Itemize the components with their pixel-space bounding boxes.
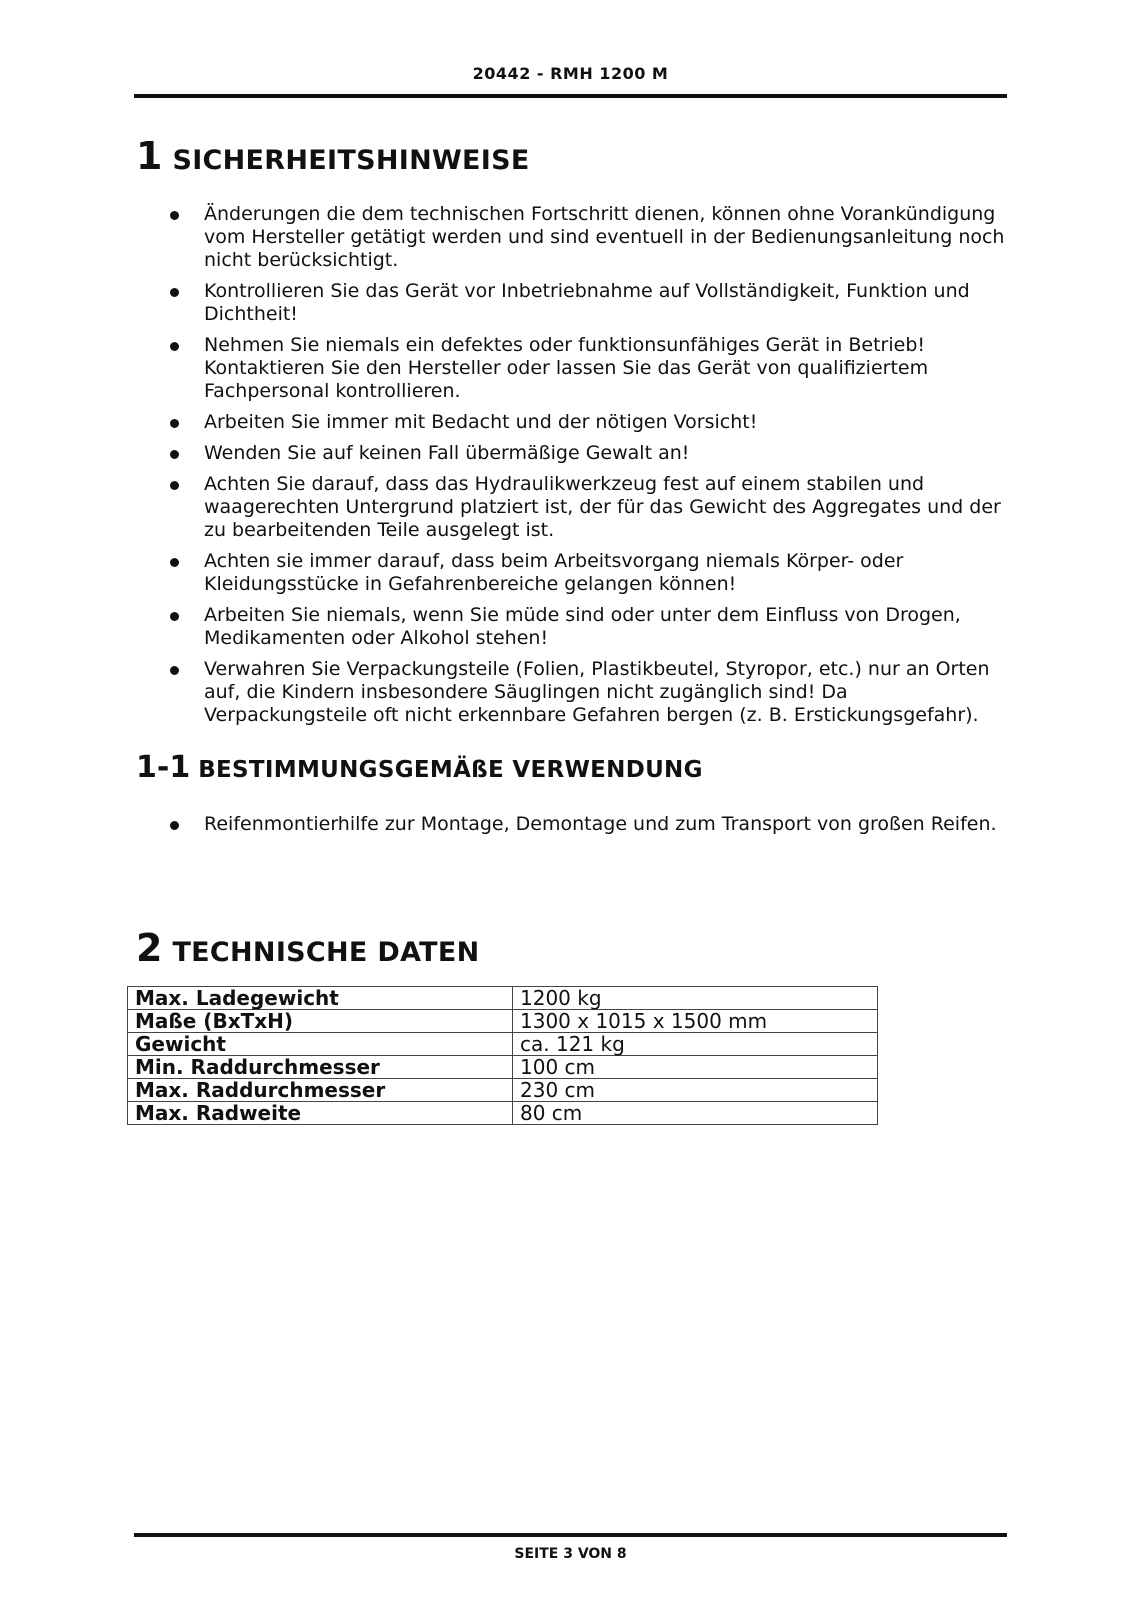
table-row: [128, 1102, 878, 1125]
bullet-icon: [170, 558, 179, 567]
list-item: [168, 334, 1008, 403]
list-item-text: Kontrollieren Sie das Gerät vor Inbetriebnahme auf Vollständigkeit, Funktion und Dichtheit!: [204, 280, 970, 325]
bullet-icon: [170, 342, 179, 351]
bullet-icon: [170, 288, 179, 297]
spec-value: 1300 x 1015 x 1500 mm: [513, 1010, 878, 1033]
list-item-text: Verwahren Sie Verpackungsteile (Folien, Plastikbeutel, Styropor, etc.) nur an Orten auf, die Kindern insbesondere Säuglingen nicht zugänglich sind! Da Verpackungsteile oft nicht erkennbare Gefahren bergen (z. B. Erstickungsgefahr).: [204, 658, 990, 726]
list-item: [168, 550, 1008, 596]
section-1-1-title: BESTIMMUNGSGEMÄßE VERWENDUNG: [198, 757, 703, 783]
list-item-text: Achten sie immer darauf, dass beim Arbeitsvorgang niemals Körper- oder Kleidungsstücke in Gefahrenbereiche gelangen können!: [204, 550, 904, 595]
list-item: [168, 658, 1008, 727]
spec-label: Min. Raddurchmesser: [128, 1056, 513, 1079]
section-2-title: TECHNISCHE DATEN: [172, 937, 480, 968]
bullet-icon: [170, 211, 179, 220]
bullet-icon: [170, 419, 179, 428]
spec-value: 1200 kg: [513, 987, 878, 1010]
list-item: [168, 604, 1008, 650]
table-row: [128, 987, 878, 1010]
spec-value: ca. 121 kg: [513, 1033, 878, 1056]
section-1-title: SICHERHEITSHINWEISE: [172, 145, 530, 176]
bullet-icon: [170, 450, 179, 459]
table-row: [128, 1056, 878, 1079]
section-1-heading: [136, 134, 530, 178]
spec-label: Maße (BxTxH): [128, 1010, 513, 1033]
list-item: [168, 411, 1008, 434]
page-header: 20442 - RMH 1200 M: [472, 64, 669, 83]
list-item: [168, 280, 1008, 326]
spec-value: 230 cm: [513, 1079, 878, 1102]
bullet-icon: [170, 481, 179, 490]
list-item: [168, 813, 1008, 836]
spec-label: Max. Raddurchmesser: [128, 1079, 513, 1102]
list-item-text: Wenden Sie auf keinen Fall übermäßige Gewalt an!: [204, 442, 690, 464]
spec-value: 100 cm: [513, 1056, 878, 1079]
section-1-1-heading: [136, 750, 703, 785]
list-item-text: Nehmen Sie niemals ein defektes oder funktionsunfähiges Gerät in Betrieb! Kontaktieren Sie den Hersteller oder lassen Sie das Gerät von qualifiziertem Fachpersonal kontrollieren.: [204, 334, 929, 402]
list-item: [168, 442, 1008, 465]
section-1-number: 1: [136, 134, 163, 178]
table-row: [128, 1079, 878, 1102]
specs-table: [127, 986, 878, 1125]
section-2-number: 2: [136, 926, 163, 970]
list-item-text: Reifenmontierhilfe zur Montage, Demontage und zum Transport von großen Reifen.: [204, 813, 997, 835]
list-item-text: Arbeiten Sie immer mit Bedacht und der nötigen Vorsicht!: [204, 411, 758, 433]
list-item: [168, 203, 1008, 272]
footer-rule: [134, 1533, 1007, 1537]
safety-list: [168, 203, 1008, 735]
list-item-text: Änderungen die dem technischen Fortschritt dienen, können ohne Vorankündigung vom Hersteller getätigt werden und sind eventuell in der Bedienungsanleitung noch nicht berücksichtigt.: [204, 203, 1005, 271]
page-footer: SEITE 3 VON 8: [514, 1546, 627, 1562]
spec-label: Gewicht: [128, 1033, 513, 1056]
table-row: [128, 1010, 878, 1033]
list-item-text: Arbeiten Sie niemals, wenn Sie müde sind oder unter dem Einfluss von Drogen, Medikamenten oder Alkohol stehen!: [204, 604, 961, 649]
usage-list: [168, 813, 1008, 844]
spec-label: Max. Ladegewicht: [128, 987, 513, 1010]
spec-label: Max. Radweite: [128, 1102, 513, 1125]
spec-value: 80 cm: [513, 1102, 878, 1125]
section-1-1-number: 1-1: [136, 750, 191, 785]
bullet-icon: [170, 821, 179, 830]
header-rule: [134, 94, 1007, 98]
list-item: [168, 473, 1008, 542]
bullet-icon: [170, 666, 179, 675]
table-row: [128, 1033, 878, 1056]
section-2-heading: [136, 926, 480, 970]
bullet-icon: [170, 612, 179, 621]
list-item-text: Achten Sie darauf, dass das Hydraulikwerkzeug fest auf einem stabilen und waagerechten Untergrund platziert ist, der für das Gewicht des Aggregates und der zu bearbeitenden Teile ausgelegt ist.: [204, 473, 1001, 541]
